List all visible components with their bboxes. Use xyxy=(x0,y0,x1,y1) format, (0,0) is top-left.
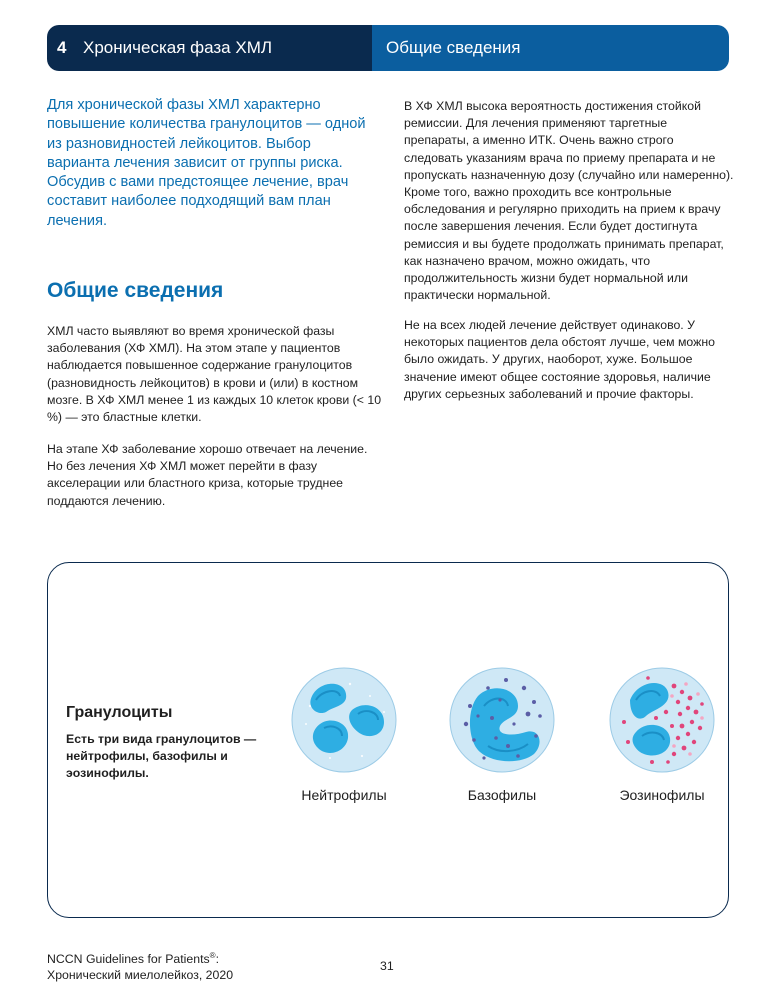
granulocytes-title: Гранулоциты xyxy=(66,704,173,721)
chapter-title: Хроническая фаза ХМЛ xyxy=(83,38,273,57)
neutrophil-illustration xyxy=(290,666,398,774)
chapter-header-left xyxy=(47,25,372,71)
basophil-icon xyxy=(448,666,556,774)
registered-mark: ® xyxy=(209,951,216,960)
page-number: 31 xyxy=(380,959,394,973)
body-paragraph: На этапе ХФ заболевание хорошо отвечает на лечение. Но без лечения ХФ ХМЛ может перейти в фазу акселерации или бластного криза, которые труднее поддаются лечению. xyxy=(47,442,368,508)
eosinophil-illustration xyxy=(608,666,716,774)
body-paragraph: Не на всех людей лечение действует одинаково. У некоторых пациентов дела обстоят лучше, чем можно было ожидать. У других, наоборот, хуже. Большое значение имеют общее состояние здоровья, наличие других серьезных заболеваний и прочие факторы. xyxy=(404,318,715,401)
body-paragraph: ХМЛ часто выявляют во время хронической фазы заболевания (ХФ ХМЛ). На этом этапе у пациентов наблюдается повышенное содержание гранулоцитов (разновидность лейкоцитов) в крови и (или) в костном мозге. В ХФ ХМЛ менее 1 из каждых 10 клеток крови (< 10 %) — это бластные клетки. xyxy=(47,324,382,425)
granulocytes-text: Есть три вида гранулоцитов — нейтрофилы, базофилы и эозинофилы. xyxy=(66,732,257,781)
eosinophil-label: Эозинофилы xyxy=(619,787,705,803)
footer-line1: NCCN Guidelines for Patients xyxy=(47,952,210,967)
neutrophil-label: Нейтрофилы xyxy=(301,787,387,803)
footer-colon: : xyxy=(215,952,219,967)
body-paragraph: В ХФ ХМЛ высока вероятность достижения стойкой ремиссии. Для лечения применяют таргетные препараты, а именно ИТК. Очень важно строго следовать указаниям врача по приему препарата и не пропускать назначенную дозу (случайно или намеренно). Кроме того, важно проходить все контрольные обследования и регулярно приходить на прием к врачу после завершения лечения. Если будет достигнута ремиссия и вы будете продолжать принимать препарат, как назначено врачом, можно ожидать, что продолжительность жизни будет нормальной или практически нормальной. xyxy=(404,99,734,303)
eosinophil-icon xyxy=(608,666,716,774)
lead-paragraph: Для хронической фазы ХМЛ характерно повышение количества гранулоцитов — одной из разновидностей лейкоцитов. Выбор варианта лечения зависит от группы риска. Обсудив с вами предстоящее лечение, врач составит наиболее подходящий вам план лечения. xyxy=(47,97,366,229)
basophil-illustration xyxy=(448,666,556,774)
neutrophil-icon xyxy=(290,666,398,774)
footer-source xyxy=(47,948,233,983)
chapter-header xyxy=(47,25,729,71)
footer-line2: Хронический миелолейкоз, 2020 xyxy=(47,968,234,983)
basophil-label: Базофилы xyxy=(467,787,537,803)
chapter-number: 4 xyxy=(57,38,67,57)
section-heading: Общие сведения xyxy=(47,279,224,302)
section-title: Общие сведения xyxy=(372,25,729,71)
